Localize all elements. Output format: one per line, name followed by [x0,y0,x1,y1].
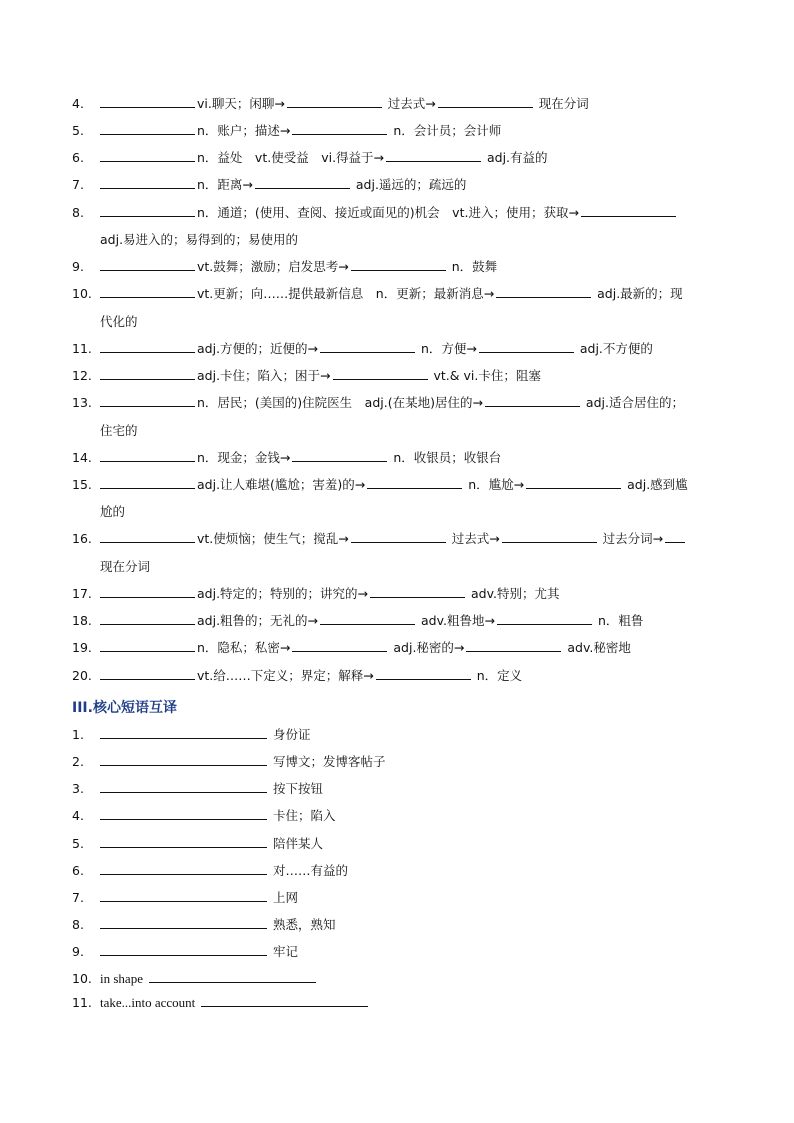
answer-blank[interactable] [665,529,685,543]
item-text: vt.使烦恼；使生气；搅乱→ [197,531,349,546]
vocab-item [0,284,794,304]
item-text: adj.卡住；陷入；困于→ [197,368,331,383]
answer-blank[interactable] [100,725,267,739]
answer-blank[interactable] [100,475,195,489]
answer-blank[interactable] [351,257,446,271]
answer-blank[interactable] [100,339,195,353]
phrase-item [0,779,794,799]
answer-blank[interactable] [287,94,382,108]
answer-blank[interactable] [292,638,387,652]
answer-blank[interactable] [376,666,471,680]
phrase-item [0,969,794,989]
answer-blank[interactable] [479,339,574,353]
item-text: adj.秘密的→ [389,640,465,655]
item-number: 2. [72,754,84,769]
answer-blank[interactable] [581,203,676,217]
item-text: vt.& vi.卡住；阻塞 [429,368,541,383]
answer-blank[interactable] [100,834,267,848]
english-phrase: take...into account [100,995,196,1010]
item-text: adj.让人难堪(尴尬；害羞)的→ [197,477,366,492]
item-text: n．粗鲁 [593,613,644,628]
phrase-meaning: 对……有益的 [273,863,349,878]
answer-blank[interactable] [320,611,415,625]
answer-blank[interactable] [100,121,195,135]
phrase-meaning: 陪伴某人 [273,836,324,851]
item-text: n．通道；(使用、查阅、接近或面见的)机会 vt.进入；使用；获取→ [197,205,579,220]
item-number: 10. [72,286,92,301]
item-number: 9. [72,259,84,274]
item-number: 5. [72,123,84,138]
answer-blank[interactable] [100,257,195,271]
vocab-item [0,257,794,277]
item-continuation: 住宅的 [100,423,138,438]
answer-blank[interactable] [100,203,195,217]
item-text: vi.聊天；闲聊→ [197,96,285,111]
answer-blank[interactable] [100,666,195,680]
answer-blank[interactable] [333,366,428,380]
item-text: n．鼓舞 [447,259,498,274]
phrase-item [0,834,794,854]
phrase-item [0,752,794,772]
item-number: 14. [72,450,92,465]
item-text: 过去式→ [383,96,436,111]
phrase-meaning: 卡住；陷入 [273,808,336,823]
item-text: n．方便→ [417,341,477,356]
item-text: n．隐私；私密→ [197,640,291,655]
item-number: 17. [72,586,92,601]
section-heading: III.核心短语互译 [72,700,177,716]
answer-blank[interactable] [100,529,195,543]
answer-blank[interactable] [502,529,597,543]
item-text: adj.适合居住的； [581,395,684,410]
answer-blank[interactable] [100,611,195,625]
phrase-item [0,861,794,881]
item-text: adj.最新的；现 [593,286,683,301]
phrase-item [0,888,794,908]
item-text: n．益处 vt.使受益 vi.得益于→ [197,150,385,165]
answer-blank[interactable] [100,175,195,189]
answer-blank[interactable] [370,584,465,598]
item-text: adv.粗鲁地→ [417,613,495,628]
vocab-item [0,475,794,495]
phrase-meaning: 按下按钮 [273,781,324,796]
vocab-item [0,666,794,686]
answer-blank[interactable] [100,861,267,875]
vocab-item [0,366,794,386]
answer-blank[interactable] [201,993,368,1007]
answer-blank[interactable] [255,175,350,189]
answer-blank[interactable] [149,969,316,983]
answer-blank[interactable] [100,366,195,380]
item-text: vt.给……下定义；界定；解释→ [197,668,374,683]
answer-blank[interactable] [386,148,481,162]
item-text: n．定义 [472,668,523,683]
item-number: 9. [72,944,84,959]
phrase-meaning: 熟悉，熟知 [273,917,336,932]
item-text: adj.方便的；近便的→ [197,341,319,356]
item-text: adj.感到尴 [623,477,688,492]
answer-blank[interactable] [497,611,592,625]
phrase-meaning: 牢记 [273,944,299,959]
answer-blank[interactable] [100,779,267,793]
answer-blank[interactable] [100,915,267,929]
item-number: 5. [72,836,84,851]
item-number: 11. [72,995,92,1010]
item-number: 16. [72,531,92,546]
item-text: adj.不方便的 [575,341,653,356]
item-number: 10. [72,971,92,986]
item-number: 15. [72,477,92,492]
vocab-item [0,339,794,359]
answer-blank[interactable] [320,339,415,353]
item-continuation: adj.易进入的；易得到的；易使用的 [100,232,299,247]
phrase-item [0,806,794,826]
item-number: 11. [72,341,92,356]
answer-blank[interactable] [485,393,580,407]
answer-blank[interactable] [100,393,195,407]
item-number: 3. [72,781,84,796]
item-continuation: 现在分词 [100,559,151,574]
vocab-item [0,175,794,195]
item-text: n．距离→ [197,177,253,192]
item-text: adv.特别；尤其 [467,586,560,601]
item-number: 6. [72,863,84,878]
item-continuation: 尬的 [100,504,126,519]
item-number: 4. [72,96,84,111]
item-text: n．收银员；收银台 [389,450,502,465]
item-number: 19. [72,640,92,655]
answer-blank[interactable] [100,584,195,598]
answer-blank[interactable] [292,121,387,135]
item-number: 7. [72,890,84,905]
vocab-item [0,393,794,413]
item-text: vt.更新；向……提供最新信息 n．更新；最新消息→ [197,286,495,301]
answer-blank[interactable] [100,148,195,162]
answer-blank[interactable] [292,448,387,462]
vocab-item [0,529,794,549]
item-text: vt.鼓舞；激励；启发思考→ [197,259,349,274]
item-number: 1. [72,727,84,742]
item-number: 18. [72,613,92,628]
phrase-item [0,915,794,935]
answer-blank[interactable] [100,942,267,956]
item-text: n．现金；金钱→ [197,450,291,465]
item-text: adv.秘密地 [563,640,631,655]
item-text: adj.粗鲁的；无礼的→ [197,613,319,628]
phrase-meaning: 身份证 [273,727,311,742]
phrase-meaning: 上网 [273,890,299,905]
answer-blank[interactable] [496,284,591,298]
vocab-item [0,638,794,658]
item-text: n．居民；(美国的)住院医生 adj.(在某地)居住的→ [197,395,483,410]
item-number: 4. [72,808,84,823]
item-text: n．账户；描述→ [197,123,291,138]
item-number: 12. [72,368,92,383]
item-number: 13. [72,395,92,410]
item-number: 7. [72,177,84,192]
vocab-item [0,203,794,223]
answer-blank[interactable] [100,94,195,108]
answer-blank[interactable] [100,448,195,462]
answer-blank[interactable] [100,284,195,298]
english-phrase: in shape [100,971,143,986]
vocab-item [0,148,794,168]
answer-blank[interactable] [526,475,621,489]
item-text: n．尴尬→ [464,477,525,492]
item-text: 过去式→ [447,531,500,546]
answer-blank[interactable] [367,475,462,489]
item-number: 8. [72,917,84,932]
item-text: 过去分词→ [598,531,664,546]
phrase-item [0,725,794,745]
vocab-item [0,94,794,114]
vocab-item [0,584,794,604]
item-number: 20. [72,668,92,683]
answer-blank[interactable] [100,806,267,820]
answer-blank[interactable] [100,638,195,652]
phrase-meaning: 写博文；发博客帖子 [273,754,386,769]
item-text: adj.有益的 [483,150,548,165]
item-text: adj.特定的；特别的；讲究的→ [197,586,369,601]
answer-blank[interactable] [100,888,267,902]
item-number: 8. [72,205,84,220]
item-text: adj.遥远的；疏远的 [351,177,467,192]
item-continuation: 代化的 [100,314,138,329]
answer-blank[interactable] [466,638,561,652]
item-text: 现在分词 [534,96,589,111]
answer-blank[interactable] [351,529,446,543]
phrase-item [0,993,794,1013]
item-number: 6. [72,150,84,165]
answer-blank[interactable] [438,94,533,108]
vocab-item [0,611,794,631]
vocab-item [0,448,794,468]
phrase-item [0,942,794,962]
answer-blank[interactable] [100,752,267,766]
item-text: n．会计员；会计师 [389,123,502,138]
vocab-item [0,121,794,141]
